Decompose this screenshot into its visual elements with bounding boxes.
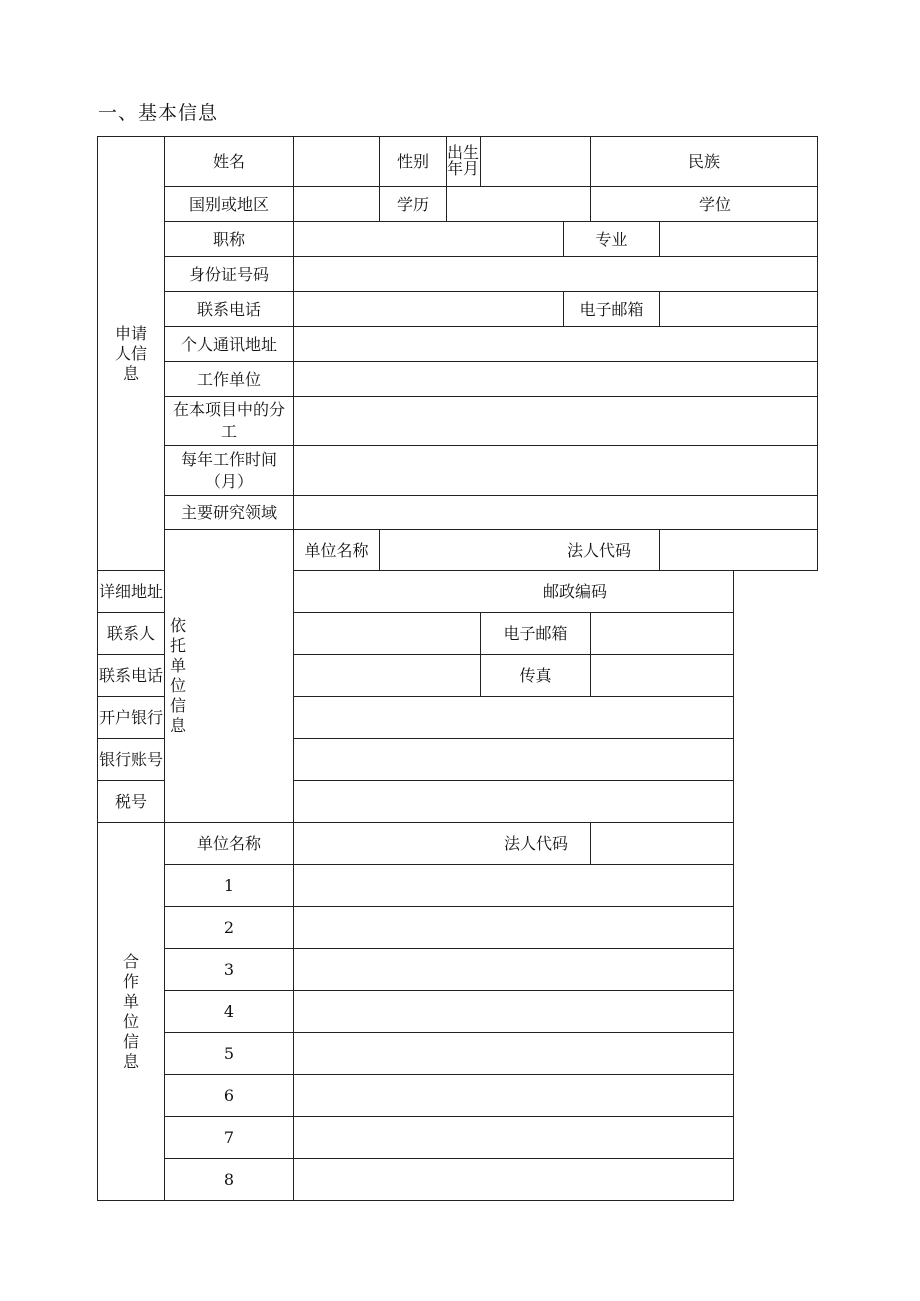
id-number-label: 身份证号码 — [165, 257, 294, 292]
host-account-field[interactable] — [294, 739, 734, 781]
host-postcode-label: 邮政编码 — [542, 582, 607, 601]
phone-field[interactable] — [294, 292, 564, 327]
host-account-label: 银行账号 — [98, 739, 165, 781]
partner-group-label: 合作单位信息 — [98, 823, 165, 1201]
host-unit-name-label: 单位名称 — [294, 530, 380, 571]
host-fax-label: 传真 — [481, 655, 591, 697]
education-label: 学历 — [380, 187, 447, 222]
host-bank-field[interactable] — [294, 697, 734, 739]
gender-label: 性别 — [380, 137, 447, 187]
partner-row-field[interactable] — [294, 1075, 734, 1117]
birth-label: 出生年月 — [447, 137, 481, 187]
host-email-label: 电子邮箱 — [481, 613, 591, 655]
country-field[interactable] — [294, 187, 380, 222]
partner-row-field[interactable] — [294, 1117, 734, 1159]
application-form-table — [97, 136, 818, 1201]
role-label: 在本项目中的分工 — [165, 397, 294, 446]
host-bank-label: 开户银行 — [98, 697, 165, 739]
partner-row-field[interactable] — [294, 949, 734, 991]
work-time-label: 每年工作时间（月） — [165, 446, 294, 496]
host-group-label: 依托单位信息 — [165, 530, 294, 823]
partner-unit-name-label: 单位名称 — [165, 823, 294, 865]
partner-row-field[interactable] — [294, 1159, 734, 1201]
title-field[interactable] — [294, 222, 564, 257]
country-label: 国别或地区 — [165, 187, 294, 222]
host-fax-field[interactable] — [591, 655, 734, 697]
partner-row-number: 3 — [165, 949, 294, 991]
name-label: 姓名 — [165, 137, 294, 187]
partner-row-number: 2 — [165, 907, 294, 949]
partner-row-number: 1 — [165, 865, 294, 907]
host-phone-field[interactable] — [294, 655, 481, 697]
email-field[interactable] — [660, 292, 818, 327]
degree-label: 学位 — [591, 187, 818, 222]
host-tax-label: 税号 — [98, 781, 165, 823]
partner-legal-code-label: 法人代码 — [503, 834, 568, 853]
partner-unit-name-field[interactable] — [294, 823, 591, 865]
partner-row-number: 4 — [165, 991, 294, 1033]
host-unit-name-field[interactable] — [380, 530, 660, 571]
partner-row-field[interactable] — [294, 1033, 734, 1075]
host-phone-label: 联系电话 — [98, 655, 165, 697]
partner-legal-code-field[interactable] — [591, 823, 734, 865]
host-legal-code-field[interactable] — [660, 530, 818, 571]
name-field[interactable] — [294, 137, 380, 187]
major-field[interactable] — [660, 222, 818, 257]
address-field[interactable] — [294, 327, 818, 362]
email-label: 电子邮箱 — [564, 292, 660, 327]
partner-row-field[interactable] — [294, 907, 734, 949]
employer-field[interactable] — [294, 362, 818, 397]
host-contact-field[interactable] — [294, 613, 481, 655]
title-label: 职称 — [165, 222, 294, 257]
research-label: 主要研究领域 — [165, 496, 294, 530]
host-legal-code-label: 法人代码 — [566, 540, 631, 560]
phone-label: 联系电话 — [165, 292, 294, 327]
address-label: 个人通讯地址 — [165, 327, 294, 362]
work-time-field[interactable] — [294, 446, 818, 496]
major-label: 专业 — [564, 222, 660, 257]
ethnicity-label: 民族 — [591, 137, 818, 187]
host-address-label: 详细地址 — [98, 571, 165, 613]
research-field[interactable] — [294, 496, 818, 530]
birth-field[interactable] — [481, 137, 591, 187]
applicant-group-label: 申请人信息 — [98, 137, 165, 571]
employer-label: 工作单位 — [165, 362, 294, 397]
education-field[interactable] — [447, 187, 591, 222]
section-title: 一、基本信息 — [98, 102, 219, 124]
partner-row-number: 7 — [165, 1117, 294, 1159]
host-address-field[interactable] — [294, 571, 734, 613]
partner-row-number: 8 — [165, 1159, 294, 1201]
id-number-field[interactable] — [294, 257, 818, 292]
host-contact-label: 联系人 — [98, 613, 165, 655]
host-email-field[interactable] — [591, 613, 734, 655]
partner-row-field[interactable] — [294, 991, 734, 1033]
role-field[interactable] — [294, 397, 818, 446]
partner-row-number: 6 — [165, 1075, 294, 1117]
partner-row-number: 5 — [165, 1033, 294, 1075]
partner-row-field[interactable] — [294, 865, 734, 907]
host-tax-field[interactable] — [294, 781, 734, 823]
